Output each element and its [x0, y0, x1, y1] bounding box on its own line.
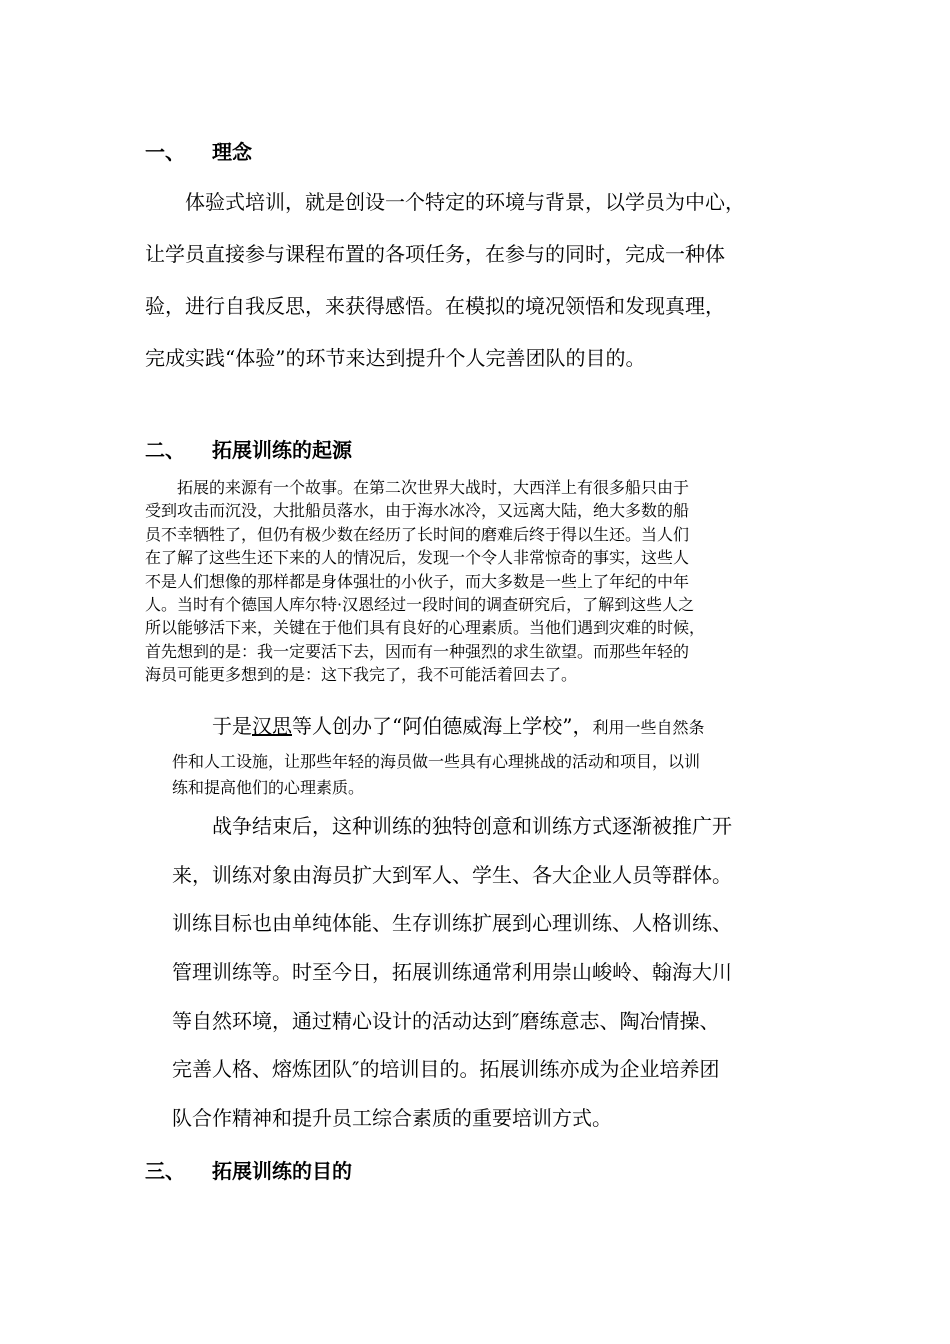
text-line: 训练目标也由单纯体能、生存训练扩展到心理训练、人格训练、	[172, 911, 732, 936]
hansi-link[interactable]: 汉思	[252, 714, 292, 738]
text-line: 件和人工设施，让那些年轻的海员做一些具有心理挑战的活动和项目，以训	[172, 752, 701, 771]
text-line: 人。当时有个德国人库尔特·汉恩经过一段时间的调查研究后，了解到这些人之	[145, 594, 695, 614]
text-segment: 等人创办了“阿伯德威海上学校”，	[292, 714, 593, 738]
text-line: 海员可能更多想到的是：这下我完了，我不可能活着回去了。	[145, 665, 578, 685]
text-line: 让学员直接参与课程布置的各项任务，在参与的同时，完成一种体	[145, 242, 725, 266]
paragraph-concept	[145, 188, 825, 396]
section-title: 拓展训练的目的	[212, 1159, 352, 1183]
section-heading-3	[145, 1157, 352, 1185]
text-line: 战争结束后，这种训练的独特创意和训练方式逐渐被推广开	[172, 814, 732, 838]
section-heading-1	[145, 138, 252, 166]
text-segment: 利用一些自然条	[592, 718, 705, 737]
section-title: 拓展训练的起源	[212, 438, 352, 462]
text-line: 员不幸牺牲了，但仍有极少数在经历了长时间的磨难后终于得以生还。当人们	[145, 524, 690, 544]
text-line: 首先想到的是：我一定要活下去，因而有一种强烈的求生欲望。而那些年轻的	[145, 641, 690, 661]
paragraph-origin-story	[145, 476, 825, 687]
paragraph-post-war	[172, 812, 812, 1153]
text-line: 完成实践“体验”的环节来达到提升个人完善团队的目的。	[145, 346, 646, 370]
text-line: 验，进行自我反思，来获得感悟。在模拟的境况领悟和发现真理，	[145, 294, 725, 318]
section-number: 二、	[145, 438, 185, 462]
text-line: 不是人们想像的那样都是身体强壮的小伙子，而大多数是一些上了年纪的中年	[145, 571, 690, 591]
text-line: 受到攻击而沉没，大批船员落水，由于海水冰冷，又远离大陆，绝大多数的船	[145, 501, 690, 521]
section-number: 一、	[145, 140, 185, 164]
section-heading-2	[145, 436, 352, 464]
text-line: 队合作精神和提升员工综合素质的重要培训方式。	[172, 1106, 612, 1131]
section-number: 三、	[145, 1159, 185, 1183]
text-segment: 于是	[172, 714, 252, 738]
section-title: 理念	[212, 140, 252, 164]
text-line: 所以能够活下来，关键在于他们具有良好的心理素质。当他们遇到灾难的时候，	[145, 618, 706, 638]
text-line: 来，训练对象由海员扩大到军人、学生、各大企业人员等群体。	[172, 862, 732, 887]
text-line	[172, 711, 812, 749]
text-line: 在了解了这些生还下来的人的情况后，发现一个令人非常惊奇的事实，这些人	[145, 548, 690, 568]
text-line: 体验式培训，就是创设一个特定的环境与背景，以学员为中心，	[145, 190, 745, 214]
paragraph-school-founding	[172, 711, 812, 801]
text-line: 完善人格、熔炼团队″的培训目的。拓展训练亦成为企业培养团	[172, 1057, 720, 1082]
text-line: 练和提高他们的心理素质。	[172, 778, 365, 797]
text-line: 等自然环境，通过精心设计的活动达到″磨练意志、陶冶情操、	[172, 1008, 720, 1033]
text-line: 拓展的来源有一个故事。在第二次世界大战时，大西洋上有很多船只由于	[145, 478, 690, 497]
text-line: 管理训练等。时至今日，拓展训练通常利用崇山峻岭、翰海大川	[172, 960, 732, 985]
